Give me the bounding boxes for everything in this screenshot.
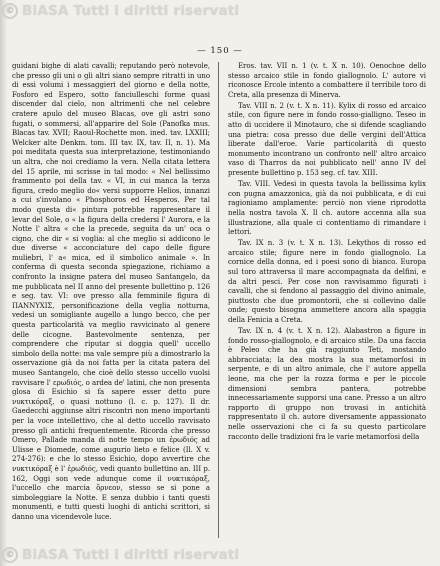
watermark-top [0,3,440,19]
left-paragraph: guidani bighe di alati cavalli; reputando però notevole, che presso gli uni o gli altri siano sempre ritratti in uno di essi volumi i messaggieri del giorno e della notte, Fosforo ed Espero, sotto fanciulleschi forme quasi discender dal cielo, non altrimenti che nel celebre cratere apulo del museo Blacas, ove gli astri sono fugati, o sommersi, all'apparire del Sole (Panofka mus. Blacas tav. XVII; Raoul-Rochette mon. ined. tav. LXXIII; Welcker alte Denkm. tom. III tav. IX, tav. II, n. 1). Ma poi meditata questa sua interpretazione, testimoniando un altra, che noi crediamo la vera. Nella citata lettera del 15 aprile, mi scrisse in tal modo: « Nel bellissimo frammento poi della tav. « VI, in cui manca la terza figura, credo meglio do« versi supporre Helios, innanzi a cui s'involano « Phosphoros ed Hesperos. Per tal modo questa di« pintura potrebbe rappresentare il levar del Sole, o « la figura della credersi l' Aurora, e la Notte l' altra « che la precede, seguita da un' oca o cigno, che dir « si voglia: al che meglio si addicono le due diverse « acconciature del capo delle figure muliebri, l' a« mica, ed il simbolico animale ». In conferma di questa seconda spiegazione, richiamo a confronto la insigne patera del museo Santangelo, da me pubblicata nel II anno del presente bullettino p. 126 e seg. tav. VI: ove presso alla femminile figura di ΠΑΝΝΥΧΙΣ, personificazione della veglia notturna, vedesi un somigliante augello a lungo becco, che per questa particolarità va meglio ravvicinato al genere delle cicogne. Bastevolmente sentenza, per comprendere che riputar si doggia quell' uccello simbolo della notte: ma vale sempre più a dimostrarlo la osservazione già da noi fatta per la citata patera del museo Santangelo, che cioè dello stesso uccello vuolsi ravvisare l' ερωδιός, o ardea de' latini, che non presenta glosa di Esichio si fa sapere esser detto pure νυκτικόραξ, o quasi nottuno (l. c. p. 127). Il dr. Gaedecchi aggiunse altri riscontri non meno importanti per la voce intellettivo, che al detto uccello ravvisato presso gli antichi frequentemente. Ricorda che presso Omero, Pallade manda di notte tempo un ἐρωδιός ad Ulisse e Diomede, come augurio lieto e felice (Il. X v. 274-276): e che lo stesso Esichio, dopo avvertire che νυκτικόραξ è l' ἐρωδιός, vedi quanto bullettino an. III p. 162, Oggi son vede adunque come il νυκτικόραξ, l'uccello che marcia ὄρνεον, stesso se si pone a simboleggiare la Notte. E senza dubbio i tanti questi monumenti, e tutti questi luoghi di antichi scrittori, si danno una vicendevole luce. [12,62,210,521]
text-columns [12,62,427,538]
left-column [12,62,210,538]
page-shadow-edge [0,0,7,566]
copyright-icon: © [2,547,18,563]
page-number-header: — 150 — [197,46,243,56]
watermark-text: BiASA Tutti i diritti riservati [22,3,240,19]
right-column [228,62,426,538]
watermark-bottom [0,547,440,563]
right-paragraph-tav-viii-2: Tav. VIII n. 2 (v. t. X n. 11). Kylix di rosso ed arcaico stile, con figure nere in fondo rosso-gialligno. Teseo in atto di uccidere il Minotauro, che si difende scagliando una pietra: cosa presso due delle vergini dell'Attica liberate dall'eroe. Varie particolarità di questo monumento incontrano un confronto nell' altro arcaico vaso di Tharros da noi pubblicato nell' anno IV del presente bullettino p. 153 seg. cf. tav. XIII. [228,101,426,178]
watermark-text: BiASA Tutti i diritti riservati [22,547,240,563]
column-divider [218,62,219,538]
right-paragraph-tav-ix-4: Tav. IX n. 4 (v. t. X n. 12). Alabastron a figure in fondo rosso-giallognolo, e di arcaico stile. Da una faccia è Peleo che ha già raggiunto Teti, mostando abbracciata; la dea mostra la sua metamorfosi in serpente, e di un altro animale, che l' autore appella leone, ma che per la rozza forma e per le piccole dimensioni sembra pantera, potrebbe innecessariamente supporsi una cane. Presso a un altro rapporto di gruppo non trovasi in antichità rappresentato il ch. autore diversamente appassionato nelle osservazioni che ci fa su questo particolare racconto delle tradizioni fra le varie metamorfosi della [228,327,426,441]
right-paragraph-tav-viii: Tav. VIII. Vedesi in questa tavola la bellissima kylix con pugna amazzonica, già da noi pubblicata, e di cui ragioniamo amplamente: perciò non viene riprodotta nella nostra tavola X. Il ch. autore accenna alla sua illustrazione, alla quale ci contentiamo di rimandare i lettori. [228,180,426,237]
copyright-icon: © [2,3,18,19]
right-paragraph-tav-ix-3: Tav. IX n. 3 (v. t. X n. 13). Lekythos di rosso ed arcaico stile; figure nere in fondo giallognolo. La cornice della donna, ed i poesi sono di bianco. Europa sul toro attraversa il mare accompagnata da delfini, e da altri pesci. Per cose non ravvisammo figurati i cavalli, che si fendono al passaggio del divino animale, piuttosto che due promontorii, che si collevino dalle onde; questo bisogna ammettere ancora alla spaggia della Fenicia a Creta. [228,239,426,324]
right-paragraph-eros: Eros. tav. VII n. 1 (v. t. X n. 10). Oenochoe dello stesso arcaico stile in fondo giallognolo. L' autore vi riconosce Ercole intento a combattere il terribile toro di Creta, alla presenza di Minerva. [228,62,426,99]
